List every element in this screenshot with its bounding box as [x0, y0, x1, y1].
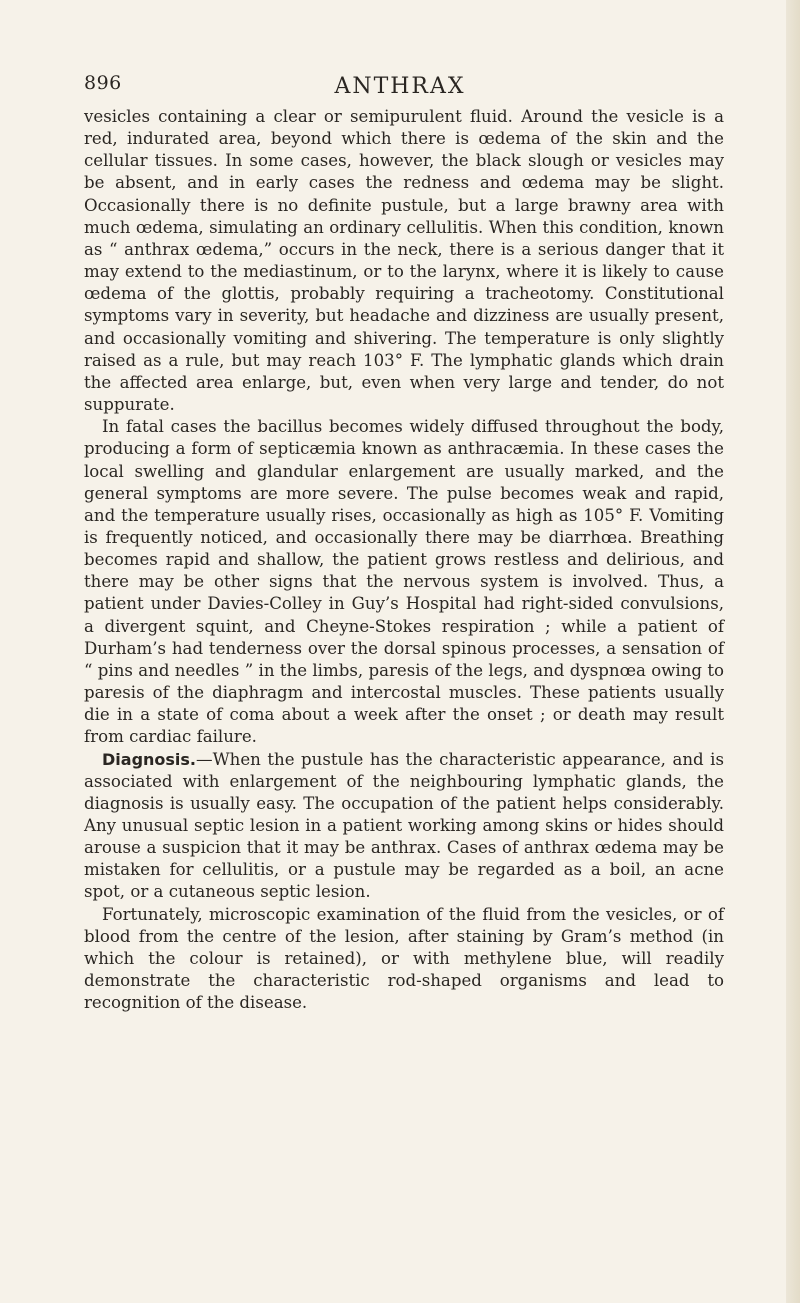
paragraph-continued: vesicles containing a clear or semipurulent fluid. Around the vesicle is a red, indurated area, beyond which there is œdema of the skin and the cellular tissues. In some cases, however, the black slough or vesicles may be absent, and in early cases the redness and œdema may be slight. Occasionally there is no definite pustule, but a large brawny area with much œdema, simulating an ordinary cellulitis. When this condition, known as “ anthrax œdema,” occurs in the neck, there is a serious danger that it may extend to the mediastinum, or to the larynx, where it is likely to cause œdema of the glottis, probably requiring a tracheotomy. Constitutional symptoms vary in severity, but headache and dizziness are usually present, and occasionally vomiting and shivering. The temperature is only slightly raised as a rule, but may reach 103° F. The lymphatic glands which drain the affected area enlarge, but, even when very large and tender, do not suppurate.	[84, 107, 724, 415]
paragraph-fatal-cases: In fatal cases the bacillus becomes widely diffused throughout the body, producing a form of septicæmia known as anthracæmia. In these cases the local swelling and glandular enlargement are usually marked, and the general symptoms are more severe. The pulse becomes weak and rapid, and the temperature usually rises, occasionally as high as 105° F. Vomiting is frequently noticed, and occasionally there may be diarrhœa. Breathing becomes rapid and shallow, the patient grows restless and delirious, and there may be other signs that the nervous system is involved. Thus, a patient under Davies-Colley in Guy’s Hospital had right-sided convulsions, a divergent squint, and Cheyne-Stokes respiration ; while a patient of Durham’s had tenderness over the dorsal spinous processes, a sensation of “ pins and needles ” in the limbs, paresis of the legs, and dyspnœa owing to paresis of the diaphragm and intercostal muscles. These patients usually die in a state of coma about a week after the onset ; or death may result from cardiac failure.	[84, 417, 724, 747]
section-heading-diagnosis: Diagnosis.	[102, 749, 197, 769]
paragraph-diagnosis	[84, 749, 724, 904]
page-body	[84, 106, 724, 1014]
page-edge	[786, 0, 800, 1303]
paragraph-diagnosis-text: —When the pustule has the characteristic appearance, and is associated with enlargement of the neighbouring lymphatic glands, the diagnosis is usually easy. The occupation of the patient helps considerably. Any unusual septic lesion in a patient working among skins or hides should arouse a suspicion that it may be anthrax. Cases of anthrax œdema may be mistaken for cellulitis, or a pustule may be regarded as a boil, an acne spot, or a cutaneous septic lesion.	[84, 749, 724, 902]
page-header	[0, 66, 800, 106]
paragraph-microscopy: Fortunately, microscopic examination of the fluid from the vesicles, or of blood from the centre of the lesion, after staining by Gram’s method (in which the colour is retained), or with methylene blue, will readily demonstrate the characteristic rod-shaped organisms and lead to recognition of the disease.	[84, 904, 724, 1013]
page-number: 896	[84, 72, 122, 94]
running-head: ANTHRAX	[334, 74, 466, 99]
